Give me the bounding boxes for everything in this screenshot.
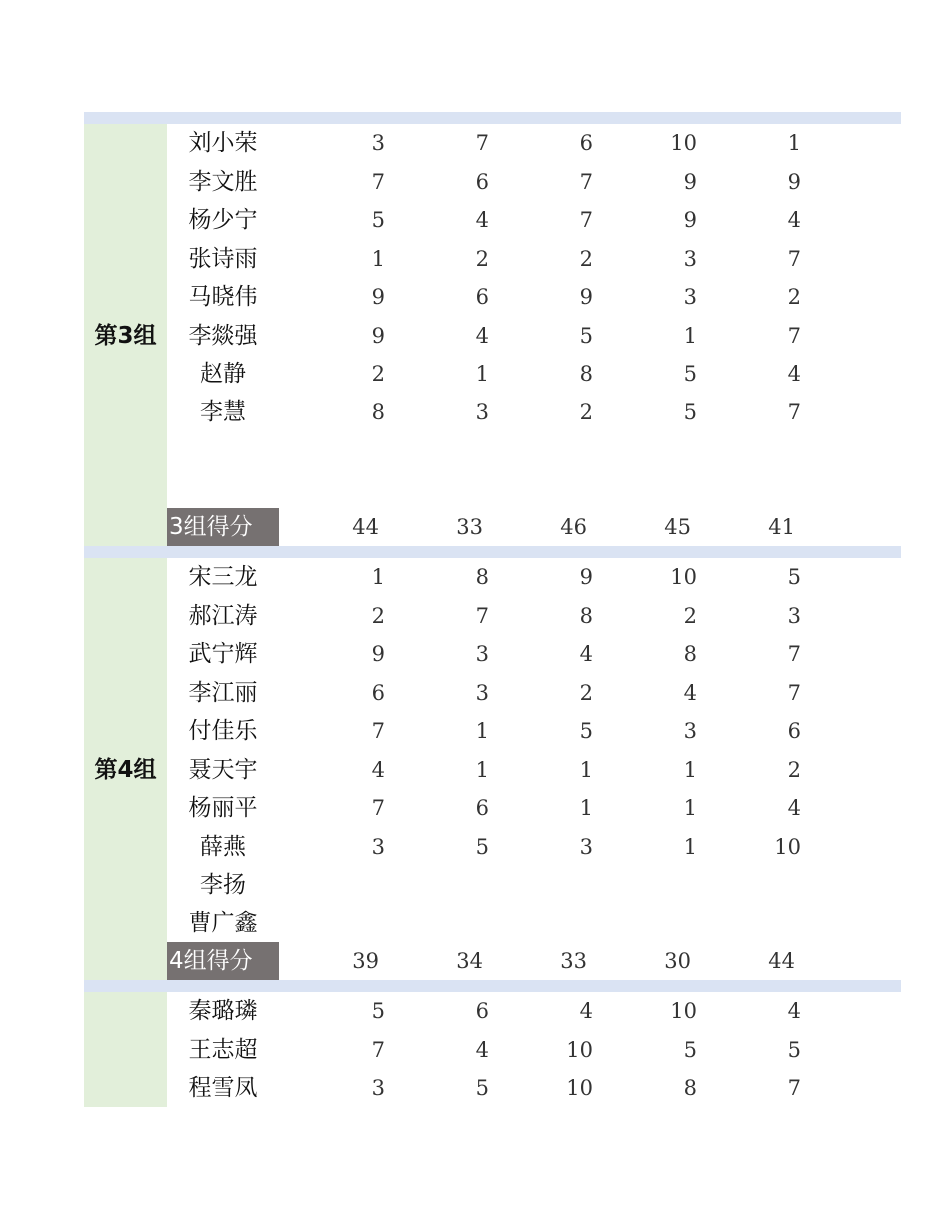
- table-row: [167, 201, 901, 239]
- member-name: 刘小荣: [188, 130, 258, 156]
- score-cell: 2: [475, 247, 489, 271]
- score-cell: 7: [787, 1076, 801, 1100]
- score-cell: 1: [683, 758, 697, 782]
- score-cell: 9: [371, 285, 385, 309]
- score-cell: 6: [475, 170, 489, 194]
- score-cell: 1: [579, 758, 593, 782]
- score-cell: 1: [475, 719, 489, 743]
- group-total-row: [167, 508, 901, 546]
- score-cell: 1: [371, 247, 385, 271]
- score-cell: 3: [371, 835, 385, 859]
- score-cell: 9: [683, 208, 697, 232]
- score-cell: 3: [787, 604, 801, 628]
- score-cell: 3: [579, 835, 593, 859]
- table-row: [167, 992, 901, 1030]
- member-name: 王志超: [188, 1037, 258, 1063]
- member-name: 聂天宇: [188, 757, 258, 783]
- member-name: 武宁辉: [188, 641, 258, 667]
- score-cell: 1: [683, 835, 697, 859]
- score-cell: 5: [579, 719, 593, 743]
- member-name: 宋三龙: [188, 564, 258, 590]
- score-cell: 4: [787, 999, 801, 1023]
- member-name: 赵静: [200, 361, 246, 387]
- score-cell: 3: [371, 1076, 385, 1100]
- total-cell: 33: [456, 515, 483, 539]
- score-cell: 7: [787, 681, 801, 705]
- member-name: 李文胜: [188, 169, 258, 195]
- table-row: [167, 789, 901, 827]
- score-cell: 5: [683, 1038, 697, 1062]
- score-cell: 8: [475, 565, 489, 589]
- table-row: [167, 751, 901, 789]
- total-cell: 44: [768, 949, 795, 973]
- total-cell: 46: [560, 515, 587, 539]
- score-cell: 10: [566, 1076, 593, 1100]
- score-cell: 7: [371, 1038, 385, 1062]
- table-row: [167, 163, 901, 201]
- score-cell: 2: [787, 758, 801, 782]
- group-separator: [84, 546, 901, 558]
- score-cell: 7: [787, 324, 801, 348]
- score-cell: 1: [475, 758, 489, 782]
- score-cell: 2: [579, 400, 593, 424]
- score-cell: 4: [579, 642, 593, 666]
- score-cell: 6: [579, 131, 593, 155]
- member-name: 李扬: [200, 872, 246, 898]
- score-cell: 7: [475, 604, 489, 628]
- table-row: [167, 124, 901, 162]
- score-cell: 5: [787, 565, 801, 589]
- member-name: 程雪凤: [188, 1075, 258, 1101]
- score-cell: 7: [787, 642, 801, 666]
- total-cell: 30: [664, 949, 691, 973]
- table-row: [167, 904, 901, 942]
- table-row: [167, 866, 901, 904]
- score-cell: 4: [787, 362, 801, 386]
- group-total-row: [167, 942, 901, 980]
- score-cell: 6: [371, 681, 385, 705]
- member-name: 张诗雨: [188, 246, 258, 272]
- score-cell: 6: [475, 796, 489, 820]
- score-cell: 3: [475, 681, 489, 705]
- score-cell: 3: [371, 131, 385, 155]
- score-cell: 7: [371, 796, 385, 820]
- score-cell: 6: [475, 999, 489, 1023]
- score-cell: 9: [579, 285, 593, 309]
- member-name: 李江丽: [188, 680, 258, 706]
- score-cell: 10: [774, 835, 801, 859]
- score-cell: 7: [579, 208, 593, 232]
- group-total-label: 3组得分: [167, 508, 279, 546]
- score-cell: 3: [475, 642, 489, 666]
- table-row: [167, 240, 901, 278]
- total-cell: 44: [352, 515, 379, 539]
- total-cell: 41: [768, 515, 795, 539]
- table-row: [167, 635, 901, 673]
- score-cell: 7: [371, 170, 385, 194]
- score-cell: 1: [787, 131, 801, 155]
- member-name: 郝江涛: [188, 603, 258, 629]
- score-cell: 4: [371, 758, 385, 782]
- score-cell: 6: [475, 285, 489, 309]
- score-cell: 5: [371, 208, 385, 232]
- score-cell: 1: [475, 362, 489, 386]
- member-name: 李燚强: [188, 323, 258, 349]
- score-cell: 7: [787, 400, 801, 424]
- score-cell: 5: [683, 400, 697, 424]
- score-cell: 3: [683, 247, 697, 271]
- total-cell: 39: [352, 949, 379, 973]
- member-name: 曹广鑫: [188, 910, 258, 936]
- group-separator: [84, 112, 901, 124]
- score-cell: 1: [683, 796, 697, 820]
- table-row: [167, 355, 901, 393]
- score-cell: 5: [371, 999, 385, 1023]
- score-cell: 2: [683, 604, 697, 628]
- score-cell: 2: [787, 285, 801, 309]
- score-cell: 1: [683, 324, 697, 348]
- group-5-column: [84, 992, 167, 1107]
- score-cell: 4: [475, 324, 489, 348]
- score-cell: 4: [683, 681, 697, 705]
- score-cell: 9: [787, 170, 801, 194]
- score-cell: 2: [579, 681, 593, 705]
- score-cell: 3: [683, 285, 697, 309]
- group-label-4: 第4组: [94, 757, 157, 783]
- score-cell: 5: [579, 324, 593, 348]
- score-cell: 4: [787, 796, 801, 820]
- score-cell: 2: [371, 604, 385, 628]
- group-total-label: 4组得分: [167, 942, 279, 980]
- score-cell: 2: [579, 247, 593, 271]
- member-name: 马晓伟: [188, 284, 258, 310]
- score-cell: 8: [683, 642, 697, 666]
- score-cell: 8: [579, 362, 593, 386]
- group-label-3: 第3组: [94, 323, 157, 349]
- score-cell: 4: [579, 999, 593, 1023]
- table-row: [167, 1069, 901, 1107]
- table-row: [167, 828, 901, 866]
- score-cell: 7: [371, 719, 385, 743]
- table-row: [167, 393, 901, 431]
- score-cell: 1: [579, 796, 593, 820]
- score-cell: 9: [579, 565, 593, 589]
- score-cell: 4: [475, 1038, 489, 1062]
- score-cell: 1: [371, 565, 385, 589]
- table-row: [167, 674, 901, 712]
- score-cell: 8: [579, 604, 593, 628]
- score-cell: 10: [670, 131, 697, 155]
- member-name: 杨丽平: [188, 795, 258, 821]
- table-row: [167, 317, 901, 355]
- total-cell: 45: [664, 515, 691, 539]
- total-cell: 34: [456, 949, 483, 973]
- table-row: [167, 712, 901, 750]
- score-cell: 3: [475, 400, 489, 424]
- score-cell: 9: [371, 642, 385, 666]
- score-cell: 7: [787, 247, 801, 271]
- score-cell: 5: [475, 1076, 489, 1100]
- score-cell: 5: [683, 362, 697, 386]
- member-name: 付佳乐: [188, 718, 258, 744]
- score-cell: 8: [371, 400, 385, 424]
- score-cell: 9: [683, 170, 697, 194]
- score-cell: 7: [475, 131, 489, 155]
- table-row: [167, 558, 901, 596]
- score-cell: 10: [670, 999, 697, 1023]
- group-separator: [84, 980, 901, 992]
- score-cell: 5: [475, 835, 489, 859]
- score-cell: 10: [670, 565, 697, 589]
- table-row: [167, 278, 901, 316]
- table-row: [167, 1031, 901, 1069]
- score-cell: 4: [787, 208, 801, 232]
- score-cell: 9: [371, 324, 385, 348]
- score-cell: 3: [683, 719, 697, 743]
- score-cell: 2: [371, 362, 385, 386]
- table-row: [167, 597, 901, 635]
- score-cell: 10: [566, 1038, 593, 1062]
- member-name: 杨少宁: [188, 207, 258, 233]
- score-cell: 6: [787, 719, 801, 743]
- score-cell: 7: [579, 170, 593, 194]
- member-name: 薛燕: [200, 834, 246, 860]
- score-cell: 5: [787, 1038, 801, 1062]
- score-cell: 4: [475, 208, 489, 232]
- score-cell: 8: [683, 1076, 697, 1100]
- member-name: 秦璐璘: [188, 998, 258, 1024]
- member-name: 李慧: [200, 399, 246, 425]
- total-cell: 33: [560, 949, 587, 973]
